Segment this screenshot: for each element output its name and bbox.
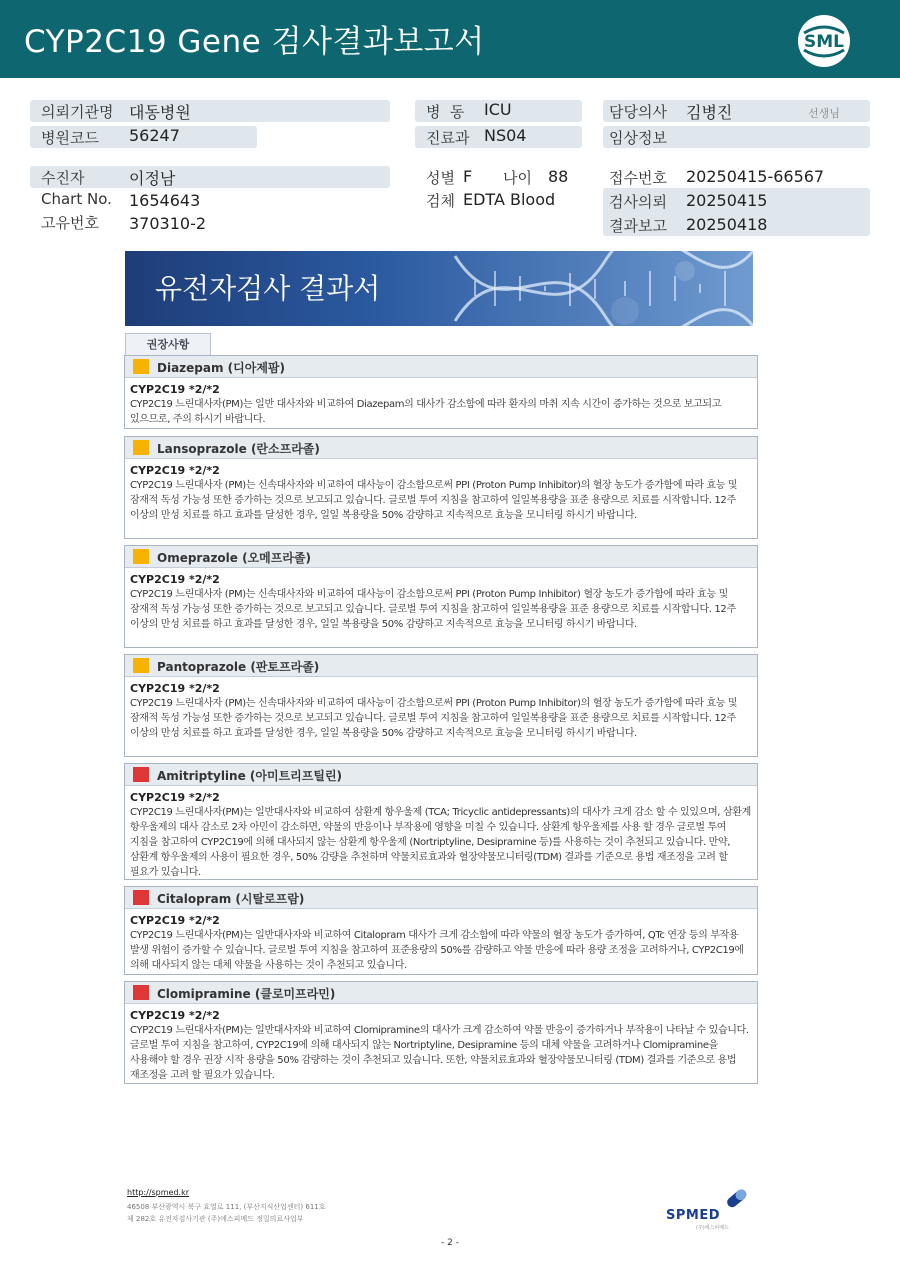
report-date-label: 결과보고	[609, 217, 667, 235]
drug-name: Citalopram (시탈로프람)	[157, 892, 305, 906]
department-label: 진료과	[426, 129, 470, 147]
drug-genotype: CYP2C19 *2/*2	[130, 914, 220, 927]
drug-name: Clomipramine (클로미프라민)	[157, 987, 336, 1001]
institution-label: 의뢰기관명	[41, 103, 114, 121]
clinical-label: 임상정보	[609, 129, 667, 147]
caution-yellow-icon	[133, 658, 149, 673]
sex-label: 성별	[426, 169, 455, 187]
institution-value: 대동병원	[129, 103, 191, 122]
doctor-value: 김병진	[686, 103, 733, 122]
report-date-value: 20250418	[686, 215, 768, 234]
caution-yellow-icon	[133, 440, 149, 455]
receipt-value: 20250415-66567	[686, 167, 825, 186]
spmed-logo	[666, 1188, 756, 1230]
chart-value: 1654643	[129, 191, 201, 210]
specimen-label: 검체	[426, 192, 455, 210]
age-value: 88	[548, 167, 569, 186]
drug-card-amitriptyline	[124, 763, 758, 880]
drug-recommendation: CYP2C19 느린대사자(PM)는 일반대사자와 비교하여 Clomipramine의 대사가 크게 감소하여 약물 반응이 증가하거나 부작용이 나타날 수 있습니다. 글로벌 투여 지침을 참고하여, CYP2C19에 의해 대사되지 않는 Nortriptyline, Desipramine 등의 대체 약물을 고려하거나 Clomipramine을 사용해야 할 경우 권장 시작 용량을 50% 감량하는 것이 추천되고 있습니다. 또한, 약물치료효과와 혈장약물모니터링 (TDM) 결과를 기준으로 용법 재조정을 고려 할 필요가 있습니다.	[130, 1025, 749, 1081]
drug-card-diazepam	[124, 355, 758, 429]
drug-recommendation: CYP2C19 느린대사자 (PM)는 신속대사자와 비교하여 대사능이 감소함으로써 PPI (Proton Pump Inhibitor)의 혈장 농도가 증가함에 따라 효능 및 잠재적 독성 가능성 또한 증가하는 것으로 보고되고 있습니다. 글로벌 투여 지침을 참고하여 일일복용량을 표준 용량으로 치료를 시작합니다. 12주 이상의 만성 치료를 하고 효과를 달성한 경우, 일일 복용량을 50% 감량하고 지속적으로 효능을 모니터링 하시기 바랍니다.	[130, 480, 738, 521]
age-label: 나이	[503, 169, 532, 187]
drug-recommendation: CYP2C19 느린대사자 (PM)는 신속대사자와 비교하여 대사능이 감소함으로써 PPI (Proton Pump Inhibitor) 혈장 농도가 증가함에 따라 효능 및 잠재적 독성 가능성 또한 증가하는 것으로 보고되고 있습니다. 글로벌 투여 지침을 참고하여 일일복용량을 표준 용량으로 치료를 시작합니다. 12주 이상의 만성 치료를 하고 효과를 달성한 경우, 일일 복용량을 50% 감량하고 지속적으로 효능을 모니터링 하시기 바랍니다.	[130, 589, 736, 630]
patient-label: 수진자	[41, 169, 85, 187]
sml-logo-text: SML	[804, 32, 844, 52]
drug-recommendation: CYP2C19 느린대사자(PM)는 일반대사자와 비교하여 Citalopram 대사가 크게 감소함에 따라 약물의 혈장 농도가 증가하여, QTc 연장 등의 부작용 발생 위험이 증가할 수 있습니다. 글로벌 투여 지침을 참고하여 표준용량의 50%를 감량하고 약물 반응에 따라 용량 조정을 고려하거나, CYP2C19에 의해 대사되지 않는 대체 약물을 사용하는 것이 추천되고 있습니다.	[130, 930, 744, 971]
footer-url[interactable]: http://spmed.kr	[127, 1188, 190, 1197]
drug-genotype: CYP2C19 *2/*2	[130, 464, 220, 477]
drug-card-omeprazole	[124, 545, 758, 648]
hospital-code-value: 56247	[129, 126, 180, 145]
drug-genotype: CYP2C19 *2/*2	[130, 682, 220, 695]
recommendation-tab: 권장사항	[125, 333, 211, 356]
drug-genotype: CYP2C19 *2/*2	[130, 1009, 220, 1022]
caution-yellow-icon	[133, 549, 149, 564]
drug-name: Omeprazole (오메프라졸)	[157, 551, 312, 565]
warning-red-icon	[133, 767, 149, 782]
drug-name: Pantoprazole (판토프라졸)	[157, 660, 320, 674]
drug-name: Diazepam (디아제팜)	[157, 361, 286, 375]
department-value: NS04	[484, 126, 527, 145]
drug-card-lansoprazole	[124, 436, 758, 539]
request-value: 20250415	[686, 191, 768, 210]
drug-genotype: CYP2C19 *2/*2	[130, 383, 220, 396]
caution-yellow-icon	[133, 359, 149, 374]
hospital-code-label: 병원코드	[41, 129, 99, 147]
drug-recommendation: CYP2C19 느린대사자(PM)는 일반대사자와 비교하여 삼환계 항우울제 (TCA; Tricyclic antidepressants)의 대사가 크게 감소 할 수 있있으며, 삼환계 항우울제의 대사 감소로 2차 아민이 감소하면, 약물의 반응이나 부작용에 영향을 미칠 수 있습니다. 삼환계 항우울제를 사용 할 경우 글로벌 투여 지침을 참고하여 CYP2C19에 의해 대사되지 않는 삼환계 항우울제 (Nortriptyline, Desipramine 등)를 사용하는 것이 추천되고 있습니다. 만약, 삼환계 항우울제의 사용이 필요한 경우, 50% 감량을 추천하며 약물치료효과와 혈장약물모니터링(TDM) 결과를 기준으로 용법 재조정을 고려 할 필요가 있습니다.	[130, 807, 751, 878]
sml-logo	[796, 13, 852, 69]
unique-label: 고유번호	[41, 214, 99, 232]
capsule-icon	[666, 1188, 756, 1210]
drug-genotype: CYP2C19 *2/*2	[130, 791, 220, 804]
drug-recommendation: CYP2C19 느린대사자 (PM)는 신속대사자와 비교하여 대사능이 감소함으로써 PPI (Proton Pump Inhibitor)의 혈장 농도가 증가함에 따라 효능 및 잠재적 독성 가능성 또한 증가하는 것으로 보고되고 있습니다. 글로벌 투여 지침을 참고하여 일일복용량을 표준 용량으로 치료를 시작합니다. 12주 이상의 만성 치료를 하고 효과를 달성한 경우, 일일 복용량을 50% 감량하고 지속적으로 효능을 모니터링 하시기 바랍니다.	[130, 698, 738, 739]
footer-license: 제 282호 유전자검사기관 (주)에스피메드 정밀의료사업부	[127, 1215, 304, 1223]
unique-value: 370310-2	[129, 214, 207, 233]
drug-card-citalopram	[124, 886, 758, 975]
drug-card-pantoprazole	[124, 654, 758, 757]
drug-genotype: CYP2C19 *2/*2	[130, 573, 220, 586]
drug-name: Amitriptyline (아미트리프틸린)	[157, 769, 343, 783]
doctor-label: 담당의사	[609, 103, 667, 121]
chart-label: Chart No.	[41, 190, 112, 208]
banner-title: 유전자검사 결과서	[155, 272, 381, 305]
request-label: 검사의뢰	[609, 193, 667, 211]
sex-value: F	[463, 167, 473, 186]
warning-red-icon	[133, 890, 149, 905]
spmed-logo-subtext: (주)에스피메드	[696, 1225, 729, 1231]
spmed-logo-text: SPMED	[666, 1208, 720, 1223]
footer-address: 46508 부산광역시 북구 효열로 111, (부산지식산업센터) 611호	[127, 1203, 326, 1211]
drug-recommendation: CYP2C19 느린대사자(PM)는 일반 대사자와 비교하여 Diazepam의 대사가 감소함에 따라 환자의 마취 지속 시간이 증가하는 것으로 보고되고 있으므로, 주의 하시기 바랍니다.	[130, 399, 722, 425]
patient-value: 이정남	[129, 169, 176, 188]
page-number: - 2 -	[441, 1238, 459, 1248]
ward-value: ICU	[484, 100, 512, 119]
receipt-label: 접수번호	[609, 169, 667, 187]
specimen-value: EDTA Blood	[463, 190, 556, 209]
report-title: CYP2C19 Gene 검사결과보고서	[24, 24, 485, 60]
ward-label: 병 동	[426, 103, 465, 121]
warning-red-icon	[133, 985, 149, 1000]
drug-card-clomipramine	[124, 981, 758, 1084]
doctor-suffix: 선생님	[808, 107, 840, 120]
header-bar	[0, 0, 900, 78]
drug-name: Lansoprazole (란소프라졸)	[157, 442, 320, 456]
result-banner	[125, 251, 753, 326]
